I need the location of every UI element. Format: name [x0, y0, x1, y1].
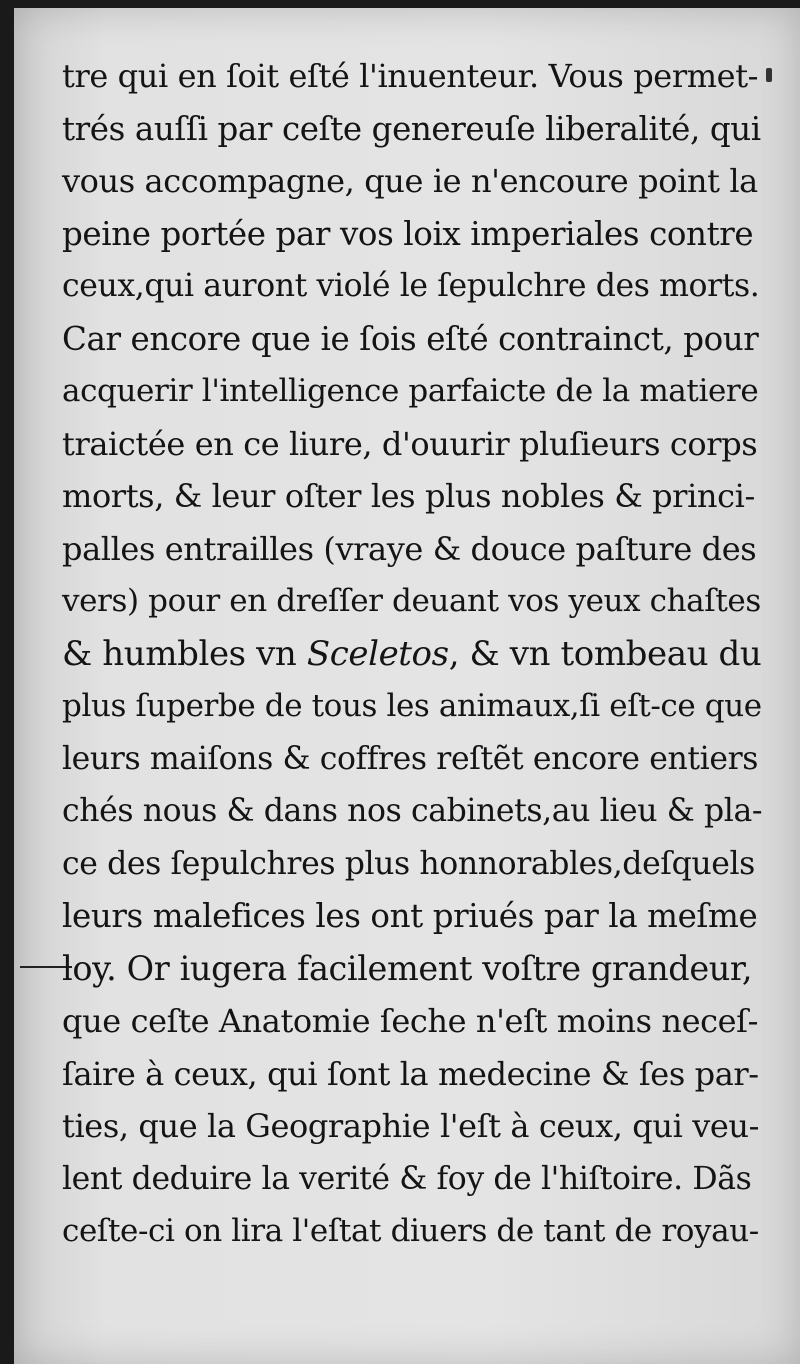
text-line-21: ties, que la Geographie l'eſt à ceux, qui veu-: [62, 1107, 760, 1145]
text-line-17: leurs malefices les ont priués par la meſme: [62, 897, 758, 935]
text-line-10: palles entrailles (vraye & douce paſture des: [62, 529, 757, 568]
text-line-2: trés auſſi par ceſte genereuſe liberalité, qui: [62, 109, 761, 148]
text-line-4: peine portée par vos loix imperiales contre: [62, 214, 754, 253]
text-line-13: plus ſuperbe de tous les animaux,ſi eſt-ce que: [62, 688, 762, 724]
text-line-11: vers) pour en dreſſer deuant vos yeux chaſtes: [62, 583, 761, 619]
text-line-23: ceſte-ci on lira l'eſtat diuers de tant de royau-: [62, 1213, 759, 1249]
text-line-6: Car encore que ie ſois eſté contrainct, pour: [62, 319, 759, 358]
text-line-9: morts, & leur oſter les plus nobles & princi-: [62, 477, 755, 515]
text-line-5: ceux,qui auront violé le ſepulchre des morts.: [62, 268, 760, 304]
text-line-8: traictée en ce liure, d'ouurir pluſieurs corps: [62, 424, 758, 463]
book-page: [14, 8, 800, 1364]
text-line-12-after: , & vn tombeau du: [448, 633, 762, 674]
text-line-16: ce des ſepulchres plus honnorables,deſquels: [62, 845, 755, 882]
text-line-15: chés nous & dans nos cabinets,au lieu & pla-: [62, 793, 763, 829]
text-line-12: [62, 628, 762, 681]
text-line-20: ſaire à ceux, qui ſont la medecine & ſes par-: [62, 1054, 759, 1093]
text-line-19: que ceſte Anatomie ſeche n'eſt moins neceſ-: [62, 1002, 759, 1040]
ink-mark: [766, 68, 772, 82]
text-line-14: leurs maiſons & coffres reſtẽt encore entiers: [62, 740, 759, 777]
text-line-18: loy. Or iugera facilement voſtre grandeur,: [62, 948, 753, 988]
italic-word: Sceletos: [306, 633, 449, 674]
text-line-7: acquerir l'intelligence parfaicte de la matiere: [62, 373, 759, 409]
text-line-1: tre qui en ſoit eſté l'inuenteur. Vous permet-: [62, 57, 759, 95]
text-line-3: vous accompagne, que ie n'encoure point la: [62, 162, 758, 200]
text-line-12-before: & humbles vn: [62, 633, 307, 674]
text-line-22: lent deduire la verité & foy de l'hiſtoire. Dãs: [62, 1160, 752, 1197]
page-text: [62, 50, 762, 1258]
